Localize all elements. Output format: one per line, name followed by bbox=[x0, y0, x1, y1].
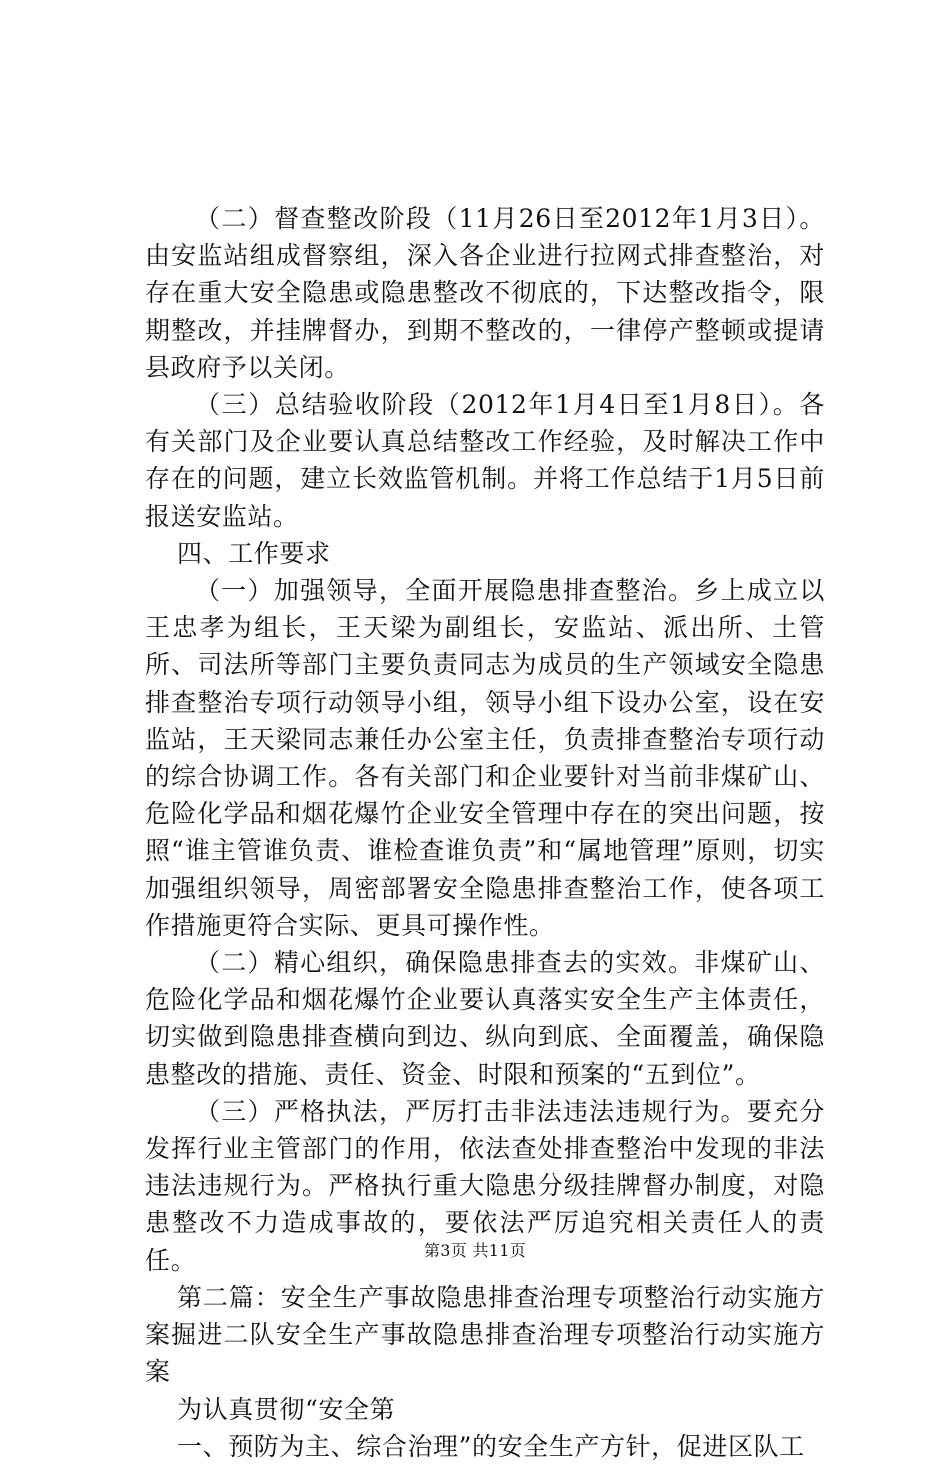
paragraph-safety-policy: 一、预防为主、综合治理”的安全生产方针，促进区队工 bbox=[177, 1431, 805, 1461]
paragraph-strengthen-leadership: （一）加强领导，全面开展隐患排查整治。乡上成立以王忠孝为组长，王天梁为副组长，安监站、派出所、土管所、司法所等部门主要负责同志为成员的生产领域安全隐患排查整治专项行动领导小组，领导小组下设办公室，设在安监站，王天梁同志兼任办公室主任，负责排查整治专项行动的综合协调工作。各有关部门和企业要针对当前非煤矿山、危险化学品和烟花爆竹企业安全管理中存在的突出问题，按照“谁主管谁负责、谁检查谁负责”和“属地管理”原则，切实加强组织领导，周密部署安全隐患排查整治工作，使各项工作措施更符合实际、更具可操作性。 bbox=[145, 576, 825, 940]
paragraph-strict-enforcement: （三）严格执法，严厉打击非法违法违规行为。要充分发挥行业主管部门的作用，依法查处排查整治中发现的非法违法违规行为。严格执行重大隐患分级挂牌督办制度，对隐患整改不力造成事故的，要依法严厉追究相关责任人的责任。 bbox=[145, 1096, 825, 1275]
section-heading-work-requirements: 四、工作要求 bbox=[177, 538, 331, 568]
document-body bbox=[145, 200, 825, 1465]
paragraph-summary-stage: （三）总结验收阶段（2012年1月4日至1月8日）。各有关部门及企业要认真总结整改工作经验，及时解决工作中存在的问题，建立长效监管机制。并将工作总结于1月5日前报送安监站。 bbox=[145, 390, 825, 531]
paragraph-supervision-stage: （二）督查整改阶段（11月26日至2012年1月3日）。由安监站组成督察组，深入各企业进行拉网式排查整治，对存在重大安全隐患或隐患整改不彻底的，下达整改指令，限期整改，并挂牌督办，到期不整改的，一律停产整顿或提请县政府予以关闭。 bbox=[145, 204, 825, 382]
page-number-footer: 第3页 共11页 bbox=[423, 1241, 527, 1260]
paragraph-implement-intro: 为认真贯彻“安全第 bbox=[177, 1394, 396, 1424]
paragraph-second-article-title: 第二篇：安全生产事故隐患排查治理专项整治行动实施方案掘进二队安全生产事故隐患排查治理专项整治行动实施方案 bbox=[145, 1282, 825, 1387]
paragraph-careful-organization: （二）精心组织，确保隐患排查去的实效。非煤矿山、危险化学品和烟花爆竹企业要认真落实安全生产主体责任，切实做到隐患排查横向到边、纵向到底、全面覆盖，确保隐患整改的措施、责任、资金、时限和预案的“五到位”。 bbox=[145, 948, 825, 1089]
